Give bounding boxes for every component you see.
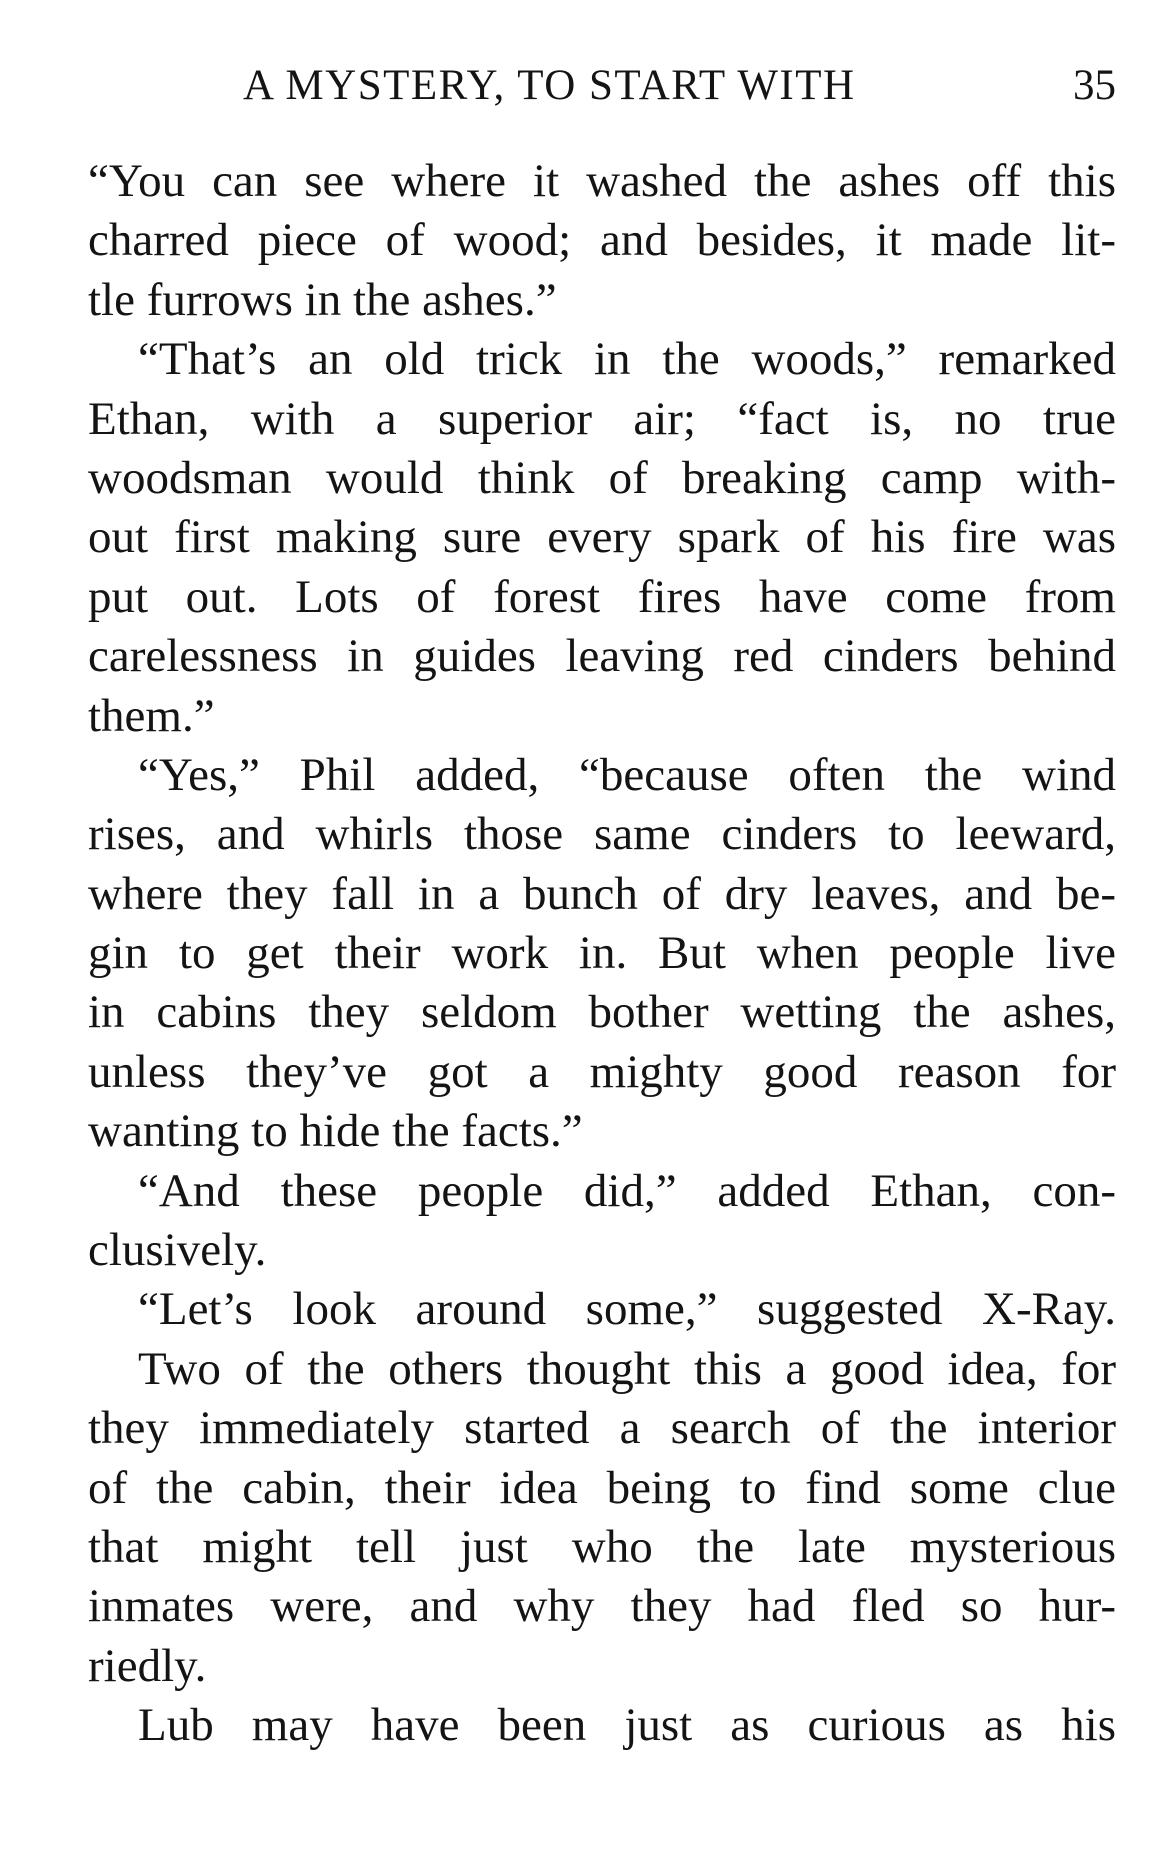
text-line: put out. Lots of forest fires have come from bbox=[88, 570, 1116, 623]
text-line: “And these people did,” added Ethan, con- bbox=[138, 1164, 1116, 1217]
text-line: they immediately started a search of the interior bbox=[88, 1402, 1116, 1455]
text-line: where they fall in a bunch of dry leaves, and be- bbox=[88, 867, 1116, 920]
text-line: clusively. bbox=[88, 1224, 267, 1277]
text-line: wanting to hide the facts.” bbox=[88, 1105, 583, 1158]
text-line: “Yes,” Phil added, “because often the wind bbox=[138, 748, 1116, 801]
text-line: in cabins they seldom bother wetting the ashes, bbox=[88, 986, 1116, 1039]
page-header bbox=[88, 56, 1116, 116]
text-line: Lub may have been just as curious as his bbox=[138, 1699, 1116, 1752]
text-line: Two of the others thought this a good idea, for bbox=[138, 1342, 1116, 1395]
text-line: Ethan, with a superior air; “fact is, no true bbox=[88, 392, 1116, 445]
page-number: 35 bbox=[1073, 62, 1116, 109]
text-line: of the cabin, their idea being to find some clue bbox=[88, 1461, 1116, 1514]
text-line: woodsman would think of breaking camp with- bbox=[88, 451, 1116, 504]
text-line: “Let’s look around some,” suggested X-Ray. bbox=[138, 1283, 1116, 1336]
text-line: riedly. bbox=[88, 1639, 207, 1692]
text-line: “You can see where it washed the ashes off this bbox=[88, 155, 1116, 207]
text-line: charred piece of wood; and besides, it made lit- bbox=[88, 214, 1116, 267]
text-line: gin to get their work in. But when people live bbox=[88, 927, 1116, 980]
text-line: tle furrows in the ashes.” bbox=[88, 273, 557, 326]
text-line: inmates were, and why they had fled so hur- bbox=[88, 1580, 1116, 1633]
running-title: A MYSTERY, TO START WITH bbox=[243, 62, 856, 109]
text-line: rises, and whirls those same cinders to leeward, bbox=[88, 808, 1116, 861]
text-line: them.” bbox=[88, 689, 215, 742]
text-line: that might tell just who the late mysterious bbox=[88, 1520, 1116, 1573]
body-text bbox=[88, 152, 1116, 1756]
text-line: “That’s an old trick in the woods,” remarked bbox=[138, 333, 1116, 386]
text-line: unless they’ve got a mighty good reason for bbox=[88, 1045, 1116, 1098]
text-line: carelessness in guides leaving red cinders behind bbox=[88, 630, 1116, 683]
text-line: out first making sure every spark of his fire was bbox=[88, 511, 1116, 564]
